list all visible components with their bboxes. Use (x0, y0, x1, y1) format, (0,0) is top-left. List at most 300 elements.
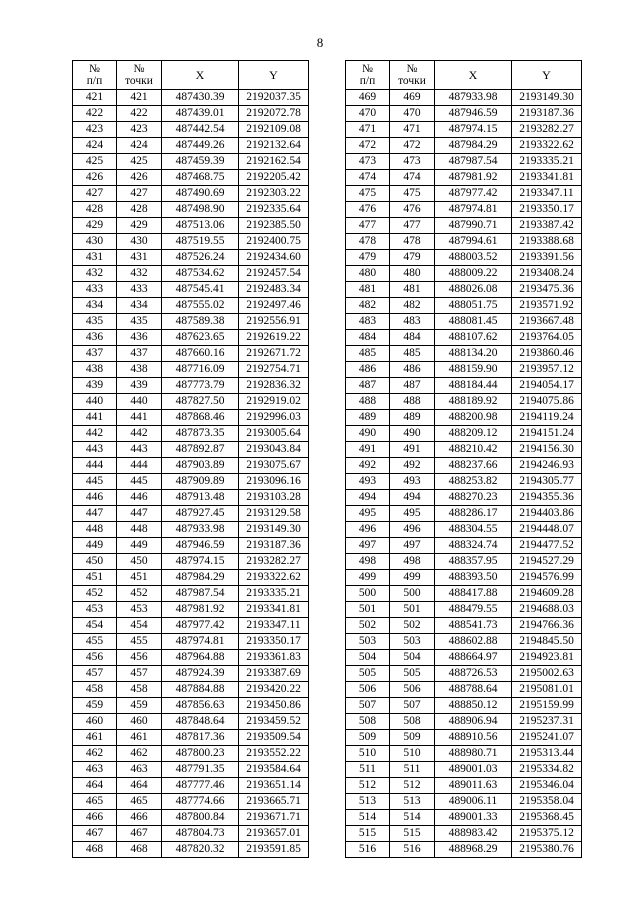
table-row (73, 394, 309, 410)
row-number-cell: 445 (73, 474, 117, 490)
y-coordinate-cell: 2192072.78 (239, 106, 309, 122)
row-number-cell: 443 (73, 442, 117, 458)
row-number-cell: 462 (73, 746, 117, 762)
x-coordinate-cell: 488134.20 (435, 346, 512, 362)
table-row (346, 378, 582, 394)
row-number-cell: 437 (73, 346, 117, 362)
point-number-cell: 433 (117, 282, 162, 298)
row-number-cell: 479 (346, 250, 390, 266)
header-x: X (435, 61, 512, 90)
header-row-number-line1: № (89, 63, 100, 75)
table-row (346, 666, 582, 682)
point-number-cell: 472 (390, 138, 435, 154)
row-number-cell: 466 (73, 810, 117, 826)
y-coordinate-cell: 2195159.99 (512, 698, 582, 714)
point-number-cell: 453 (117, 602, 162, 618)
table-row (346, 362, 582, 378)
table-row (73, 698, 309, 714)
row-number-cell: 429 (73, 218, 117, 234)
table-row (73, 602, 309, 618)
point-number-cell: 435 (117, 314, 162, 330)
table-row (346, 394, 582, 410)
header-point-number-line2: точки (125, 75, 153, 87)
x-coordinate-cell: 487773.79 (162, 378, 239, 394)
point-number-cell: 441 (117, 410, 162, 426)
x-coordinate-cell: 488159.90 (435, 362, 512, 378)
y-coordinate-cell: 2193341.81 (512, 170, 582, 186)
y-coordinate-cell: 2192109.08 (239, 122, 309, 138)
table-row (73, 490, 309, 506)
y-coordinate-cell: 2194119.24 (512, 410, 582, 426)
x-coordinate-cell: 487804.73 (162, 826, 239, 842)
point-number-cell: 500 (390, 586, 435, 602)
table-row (73, 202, 309, 218)
point-number-cell: 481 (390, 282, 435, 298)
x-coordinate-cell: 488602.88 (435, 634, 512, 650)
point-number-cell: 496 (390, 522, 435, 538)
x-coordinate-cell: 487791.35 (162, 762, 239, 778)
table-row (73, 714, 309, 730)
x-coordinate-cell: 487987.54 (162, 586, 239, 602)
row-number-cell: 451 (73, 570, 117, 586)
table-row (346, 426, 582, 442)
x-coordinate-cell: 487498.90 (162, 202, 239, 218)
point-number-cell: 489 (390, 410, 435, 426)
row-number-cell: 507 (346, 698, 390, 714)
y-coordinate-cell: 2193408.24 (512, 266, 582, 282)
y-coordinate-cell: 2194305.77 (512, 474, 582, 490)
row-number-cell: 468 (73, 842, 117, 858)
y-coordinate-cell: 2194448.07 (512, 522, 582, 538)
y-coordinate-cell: 2194576.99 (512, 570, 582, 586)
point-number-cell: 508 (390, 714, 435, 730)
y-coordinate-cell: 2195313.44 (512, 746, 582, 762)
y-coordinate-cell: 2195380.76 (512, 842, 582, 858)
row-number-cell: 478 (346, 234, 390, 250)
x-coordinate-cell: 487716.09 (162, 362, 239, 378)
y-coordinate-cell: 2192457.54 (239, 266, 309, 282)
y-coordinate-cell: 2195346.04 (512, 778, 582, 794)
y-coordinate-cell: 2192303.22 (239, 186, 309, 202)
row-number-cell: 497 (346, 538, 390, 554)
row-number-cell: 465 (73, 794, 117, 810)
point-number-cell: 443 (117, 442, 162, 458)
x-coordinate-cell: 488026.08 (435, 282, 512, 298)
y-coordinate-cell: 2193584.64 (239, 762, 309, 778)
point-number-cell: 437 (117, 346, 162, 362)
point-number-cell: 515 (390, 826, 435, 842)
x-coordinate-cell: 488270.23 (435, 490, 512, 506)
x-coordinate-cell: 487873.35 (162, 426, 239, 442)
table-row (73, 426, 309, 442)
point-number-cell: 478 (390, 234, 435, 250)
row-number-cell: 516 (346, 842, 390, 858)
y-coordinate-cell: 2193571.92 (512, 298, 582, 314)
row-number-cell: 511 (346, 762, 390, 778)
table-row (73, 474, 309, 490)
point-number-cell: 491 (390, 442, 435, 458)
point-number-cell: 467 (117, 826, 162, 842)
row-number-cell: 481 (346, 282, 390, 298)
table-row (73, 842, 309, 858)
point-number-cell: 428 (117, 202, 162, 218)
x-coordinate-cell: 487974.15 (435, 122, 512, 138)
x-coordinate-cell: 487660.16 (162, 346, 239, 362)
table-row (346, 714, 582, 730)
point-number-cell: 503 (390, 634, 435, 650)
point-number-cell: 471 (390, 122, 435, 138)
page-number: 8 (316, 35, 324, 50)
x-coordinate-cell: 487884.88 (162, 682, 239, 698)
table-row (73, 458, 309, 474)
x-coordinate-cell: 489011.63 (435, 778, 512, 794)
x-coordinate-cell: 489001.33 (435, 810, 512, 826)
table-row (73, 250, 309, 266)
x-coordinate-cell: 487777.46 (162, 778, 239, 794)
point-number-cell: 461 (117, 730, 162, 746)
point-number-cell: 506 (390, 682, 435, 698)
y-coordinate-cell: 2192919.02 (239, 394, 309, 410)
x-coordinate-cell: 487468.75 (162, 170, 239, 186)
y-coordinate-cell: 2194527.29 (512, 554, 582, 570)
table-row (73, 586, 309, 602)
point-number-cell: 466 (117, 810, 162, 826)
table-row (73, 154, 309, 170)
row-number-cell: 485 (346, 346, 390, 362)
x-coordinate-cell: 488479.55 (435, 602, 512, 618)
row-number-cell: 460 (73, 714, 117, 730)
x-coordinate-cell: 487856.63 (162, 698, 239, 714)
x-coordinate-cell: 487868.46 (162, 410, 239, 426)
point-number-cell: 449 (117, 538, 162, 554)
y-coordinate-cell: 2194845.50 (512, 634, 582, 650)
row-number-cell: 423 (73, 122, 117, 138)
table-row (73, 442, 309, 458)
row-number-cell: 498 (346, 554, 390, 570)
point-number-cell: 499 (390, 570, 435, 586)
y-coordinate-cell: 2193387.69 (239, 666, 309, 682)
y-coordinate-cell: 2192836.32 (239, 378, 309, 394)
table-row (73, 410, 309, 426)
y-coordinate-cell: 2195368.45 (512, 810, 582, 826)
point-number-cell: 509 (390, 730, 435, 746)
row-number-cell: 440 (73, 394, 117, 410)
row-number-cell: 509 (346, 730, 390, 746)
coordinates-table-left (72, 60, 309, 858)
y-coordinate-cell: 2193335.21 (512, 154, 582, 170)
table-row (346, 298, 582, 314)
x-coordinate-cell: 487974.15 (162, 554, 239, 570)
x-coordinate-cell: 488184.44 (435, 378, 512, 394)
header-row-number-line2: п/п (86, 75, 103, 87)
x-coordinate-cell: 488051.75 (435, 298, 512, 314)
y-coordinate-cell: 2194355.36 (512, 490, 582, 506)
x-coordinate-cell: 488968.29 (435, 842, 512, 858)
row-number-cell: 499 (346, 570, 390, 586)
x-coordinate-cell: 488393.50 (435, 570, 512, 586)
point-number-cell: 448 (117, 522, 162, 538)
y-coordinate-cell: 2195241.07 (512, 730, 582, 746)
x-coordinate-cell: 488286.17 (435, 506, 512, 522)
y-coordinate-cell: 2192754.71 (239, 362, 309, 378)
y-coordinate-cell: 2193322.62 (239, 570, 309, 586)
table-row (346, 106, 582, 122)
table-row (346, 218, 582, 234)
x-coordinate-cell: 487848.64 (162, 714, 239, 730)
table-row (73, 570, 309, 586)
row-number-cell: 490 (346, 426, 390, 442)
table-row (73, 266, 309, 282)
y-coordinate-cell: 2194766.36 (512, 618, 582, 634)
point-number-cell: 502 (390, 618, 435, 634)
y-coordinate-cell: 2193075.67 (239, 458, 309, 474)
row-number-cell: 514 (346, 810, 390, 826)
table-row (346, 250, 582, 266)
row-number-cell: 447 (73, 506, 117, 522)
table-row (346, 618, 582, 634)
table-row (346, 698, 582, 714)
y-coordinate-cell: 2193509.54 (239, 730, 309, 746)
y-coordinate-cell: 2193957.12 (512, 362, 582, 378)
y-coordinate-cell: 2193350.17 (239, 634, 309, 650)
y-coordinate-cell: 2193764.05 (512, 330, 582, 346)
row-number-cell: 488 (346, 394, 390, 410)
table-row (73, 106, 309, 122)
table-row (73, 746, 309, 762)
header-point-number (117, 61, 162, 90)
y-coordinate-cell: 2193665.71 (239, 794, 309, 810)
x-coordinate-cell: 487913.48 (162, 490, 239, 506)
table-row (73, 522, 309, 538)
header-point-number-line2: точки (398, 75, 426, 87)
point-number-cell: 486 (390, 362, 435, 378)
table-row (73, 330, 309, 346)
y-coordinate-cell: 2193149.30 (239, 522, 309, 538)
y-coordinate-cell: 2193388.68 (512, 234, 582, 250)
point-number-cell: 465 (117, 794, 162, 810)
y-coordinate-cell: 2192483.34 (239, 282, 309, 298)
point-number-cell: 470 (390, 106, 435, 122)
point-number-cell: 497 (390, 538, 435, 554)
y-coordinate-cell: 2193149.30 (512, 90, 582, 106)
row-number-cell: 496 (346, 522, 390, 538)
row-number-cell: 510 (346, 746, 390, 762)
y-coordinate-cell: 2193860.46 (512, 346, 582, 362)
table-row (346, 346, 582, 362)
point-number-cell: 490 (390, 426, 435, 442)
x-coordinate-cell: 487977.42 (435, 186, 512, 202)
x-coordinate-cell: 487555.02 (162, 298, 239, 314)
x-coordinate-cell: 487820.32 (162, 842, 239, 858)
point-number-cell: 439 (117, 378, 162, 394)
y-coordinate-cell: 2193651.14 (239, 778, 309, 794)
row-number-cell: 503 (346, 634, 390, 650)
point-number-cell: 485 (390, 346, 435, 362)
point-number-cell: 487 (390, 378, 435, 394)
y-coordinate-cell: 2195375.12 (512, 826, 582, 842)
point-number-cell: 422 (117, 106, 162, 122)
y-coordinate-cell: 2194403.86 (512, 506, 582, 522)
table-row (73, 778, 309, 794)
x-coordinate-cell: 487800.23 (162, 746, 239, 762)
y-coordinate-cell: 2192037.35 (239, 90, 309, 106)
y-coordinate-cell: 2193322.62 (512, 138, 582, 154)
x-coordinate-cell: 487981.92 (435, 170, 512, 186)
table-row (346, 170, 582, 186)
point-number-cell: 459 (117, 698, 162, 714)
table-row (73, 170, 309, 186)
row-number-cell: 470 (346, 106, 390, 122)
x-coordinate-cell: 487909.89 (162, 474, 239, 490)
table-row (346, 410, 582, 426)
row-number-cell: 491 (346, 442, 390, 458)
table-row (73, 346, 309, 362)
x-coordinate-cell: 487526.24 (162, 250, 239, 266)
y-coordinate-cell: 2194923.81 (512, 650, 582, 666)
table-row (346, 794, 582, 810)
table-row (346, 234, 582, 250)
x-coordinate-cell: 487933.98 (162, 522, 239, 538)
x-coordinate-cell: 487623.65 (162, 330, 239, 346)
x-coordinate-cell: 488003.52 (435, 250, 512, 266)
x-coordinate-cell: 488664.97 (435, 650, 512, 666)
point-number-cell: 452 (117, 586, 162, 602)
y-coordinate-cell: 2192162.54 (239, 154, 309, 170)
x-coordinate-cell: 487984.29 (162, 570, 239, 586)
point-number-cell: 507 (390, 698, 435, 714)
x-coordinate-cell: 487439.01 (162, 106, 239, 122)
y-coordinate-cell: 2194151.24 (512, 426, 582, 442)
x-coordinate-cell: 488253.82 (435, 474, 512, 490)
row-number-cell: 502 (346, 618, 390, 634)
y-coordinate-cell: 2194246.93 (512, 458, 582, 474)
point-number-cell: 440 (117, 394, 162, 410)
table-row (73, 666, 309, 682)
row-number-cell: 480 (346, 266, 390, 282)
point-number-cell: 432 (117, 266, 162, 282)
table-body-right (346, 90, 582, 858)
row-number-cell: 463 (73, 762, 117, 778)
row-number-cell: 452 (73, 586, 117, 602)
row-number-cell: 482 (346, 298, 390, 314)
x-coordinate-cell: 488906.94 (435, 714, 512, 730)
x-coordinate-cell: 487964.88 (162, 650, 239, 666)
point-number-cell: 455 (117, 634, 162, 650)
row-number-cell: 486 (346, 362, 390, 378)
point-number-cell: 445 (117, 474, 162, 490)
row-number-cell: 454 (73, 618, 117, 634)
row-number-cell: 442 (73, 426, 117, 442)
point-number-cell: 483 (390, 314, 435, 330)
table-header-row (73, 61, 309, 90)
point-number-cell: 511 (390, 762, 435, 778)
x-coordinate-cell: 487981.92 (162, 602, 239, 618)
x-coordinate-cell: 487490.69 (162, 186, 239, 202)
point-number-cell: 421 (117, 90, 162, 106)
point-number-cell: 429 (117, 218, 162, 234)
row-number-cell: 512 (346, 778, 390, 794)
table-row (346, 570, 582, 586)
row-number-cell: 446 (73, 490, 117, 506)
point-number-cell: 431 (117, 250, 162, 266)
point-number-cell: 463 (117, 762, 162, 778)
x-coordinate-cell: 487589.38 (162, 314, 239, 330)
x-coordinate-cell: 488324.74 (435, 538, 512, 554)
point-number-cell: 446 (117, 490, 162, 506)
table-row (73, 282, 309, 298)
y-coordinate-cell: 2193043.84 (239, 442, 309, 458)
point-number-cell: 494 (390, 490, 435, 506)
x-coordinate-cell: 489001.03 (435, 762, 512, 778)
y-coordinate-cell: 2193282.27 (512, 122, 582, 138)
x-coordinate-cell: 488189.92 (435, 394, 512, 410)
point-number-cell: 460 (117, 714, 162, 730)
header-point-number-line1: № (133, 63, 145, 75)
table-row (346, 778, 582, 794)
x-coordinate-cell: 487449.26 (162, 138, 239, 154)
header-x: X (162, 61, 239, 90)
header-point-number (390, 61, 435, 90)
coordinates-table-right (345, 60, 582, 858)
y-coordinate-cell: 2193129.58 (239, 506, 309, 522)
row-number-cell: 438 (73, 362, 117, 378)
y-coordinate-cell: 2194477.52 (512, 538, 582, 554)
header-y: Y (239, 61, 309, 90)
table-row (73, 650, 309, 666)
x-coordinate-cell: 488788.64 (435, 682, 512, 698)
y-coordinate-cell: 2193350.17 (512, 202, 582, 218)
y-coordinate-cell: 2194075.86 (512, 394, 582, 410)
x-coordinate-cell: 488200.98 (435, 410, 512, 426)
x-coordinate-cell: 489006.11 (435, 794, 512, 810)
x-coordinate-cell: 487946.59 (435, 106, 512, 122)
point-number-cell: 510 (390, 746, 435, 762)
y-coordinate-cell: 2193671.71 (239, 810, 309, 826)
table-row (346, 330, 582, 346)
point-number-cell: 484 (390, 330, 435, 346)
point-number-cell: 457 (117, 666, 162, 682)
row-number-cell: 458 (73, 682, 117, 698)
point-number-cell: 456 (117, 650, 162, 666)
y-coordinate-cell: 2192671.72 (239, 346, 309, 362)
point-number-cell: 462 (117, 746, 162, 762)
header-row-number-line2: п/п (359, 75, 376, 87)
y-coordinate-cell: 2194688.03 (512, 602, 582, 618)
row-number-cell: 504 (346, 650, 390, 666)
row-number-cell: 450 (73, 554, 117, 570)
x-coordinate-cell: 487974.81 (435, 202, 512, 218)
table-row (73, 218, 309, 234)
point-number-cell: 512 (390, 778, 435, 794)
table-row (346, 90, 582, 106)
row-number-cell: 457 (73, 666, 117, 682)
table-body-left (73, 90, 309, 858)
row-number-cell: 464 (73, 778, 117, 794)
header-row-number (346, 61, 390, 90)
table-row (73, 186, 309, 202)
x-coordinate-cell: 487430.39 (162, 90, 239, 106)
x-coordinate-cell: 487927.45 (162, 506, 239, 522)
table-row (346, 154, 582, 170)
header-row-number-line1: № (362, 63, 373, 75)
x-coordinate-cell: 487977.42 (162, 618, 239, 634)
y-coordinate-cell: 2195334.82 (512, 762, 582, 778)
header-y: Y (512, 61, 582, 90)
y-coordinate-cell: 2194054.17 (512, 378, 582, 394)
row-number-cell: 473 (346, 154, 390, 170)
x-coordinate-cell: 487459.39 (162, 154, 239, 170)
y-coordinate-cell: 2194609.28 (512, 586, 582, 602)
